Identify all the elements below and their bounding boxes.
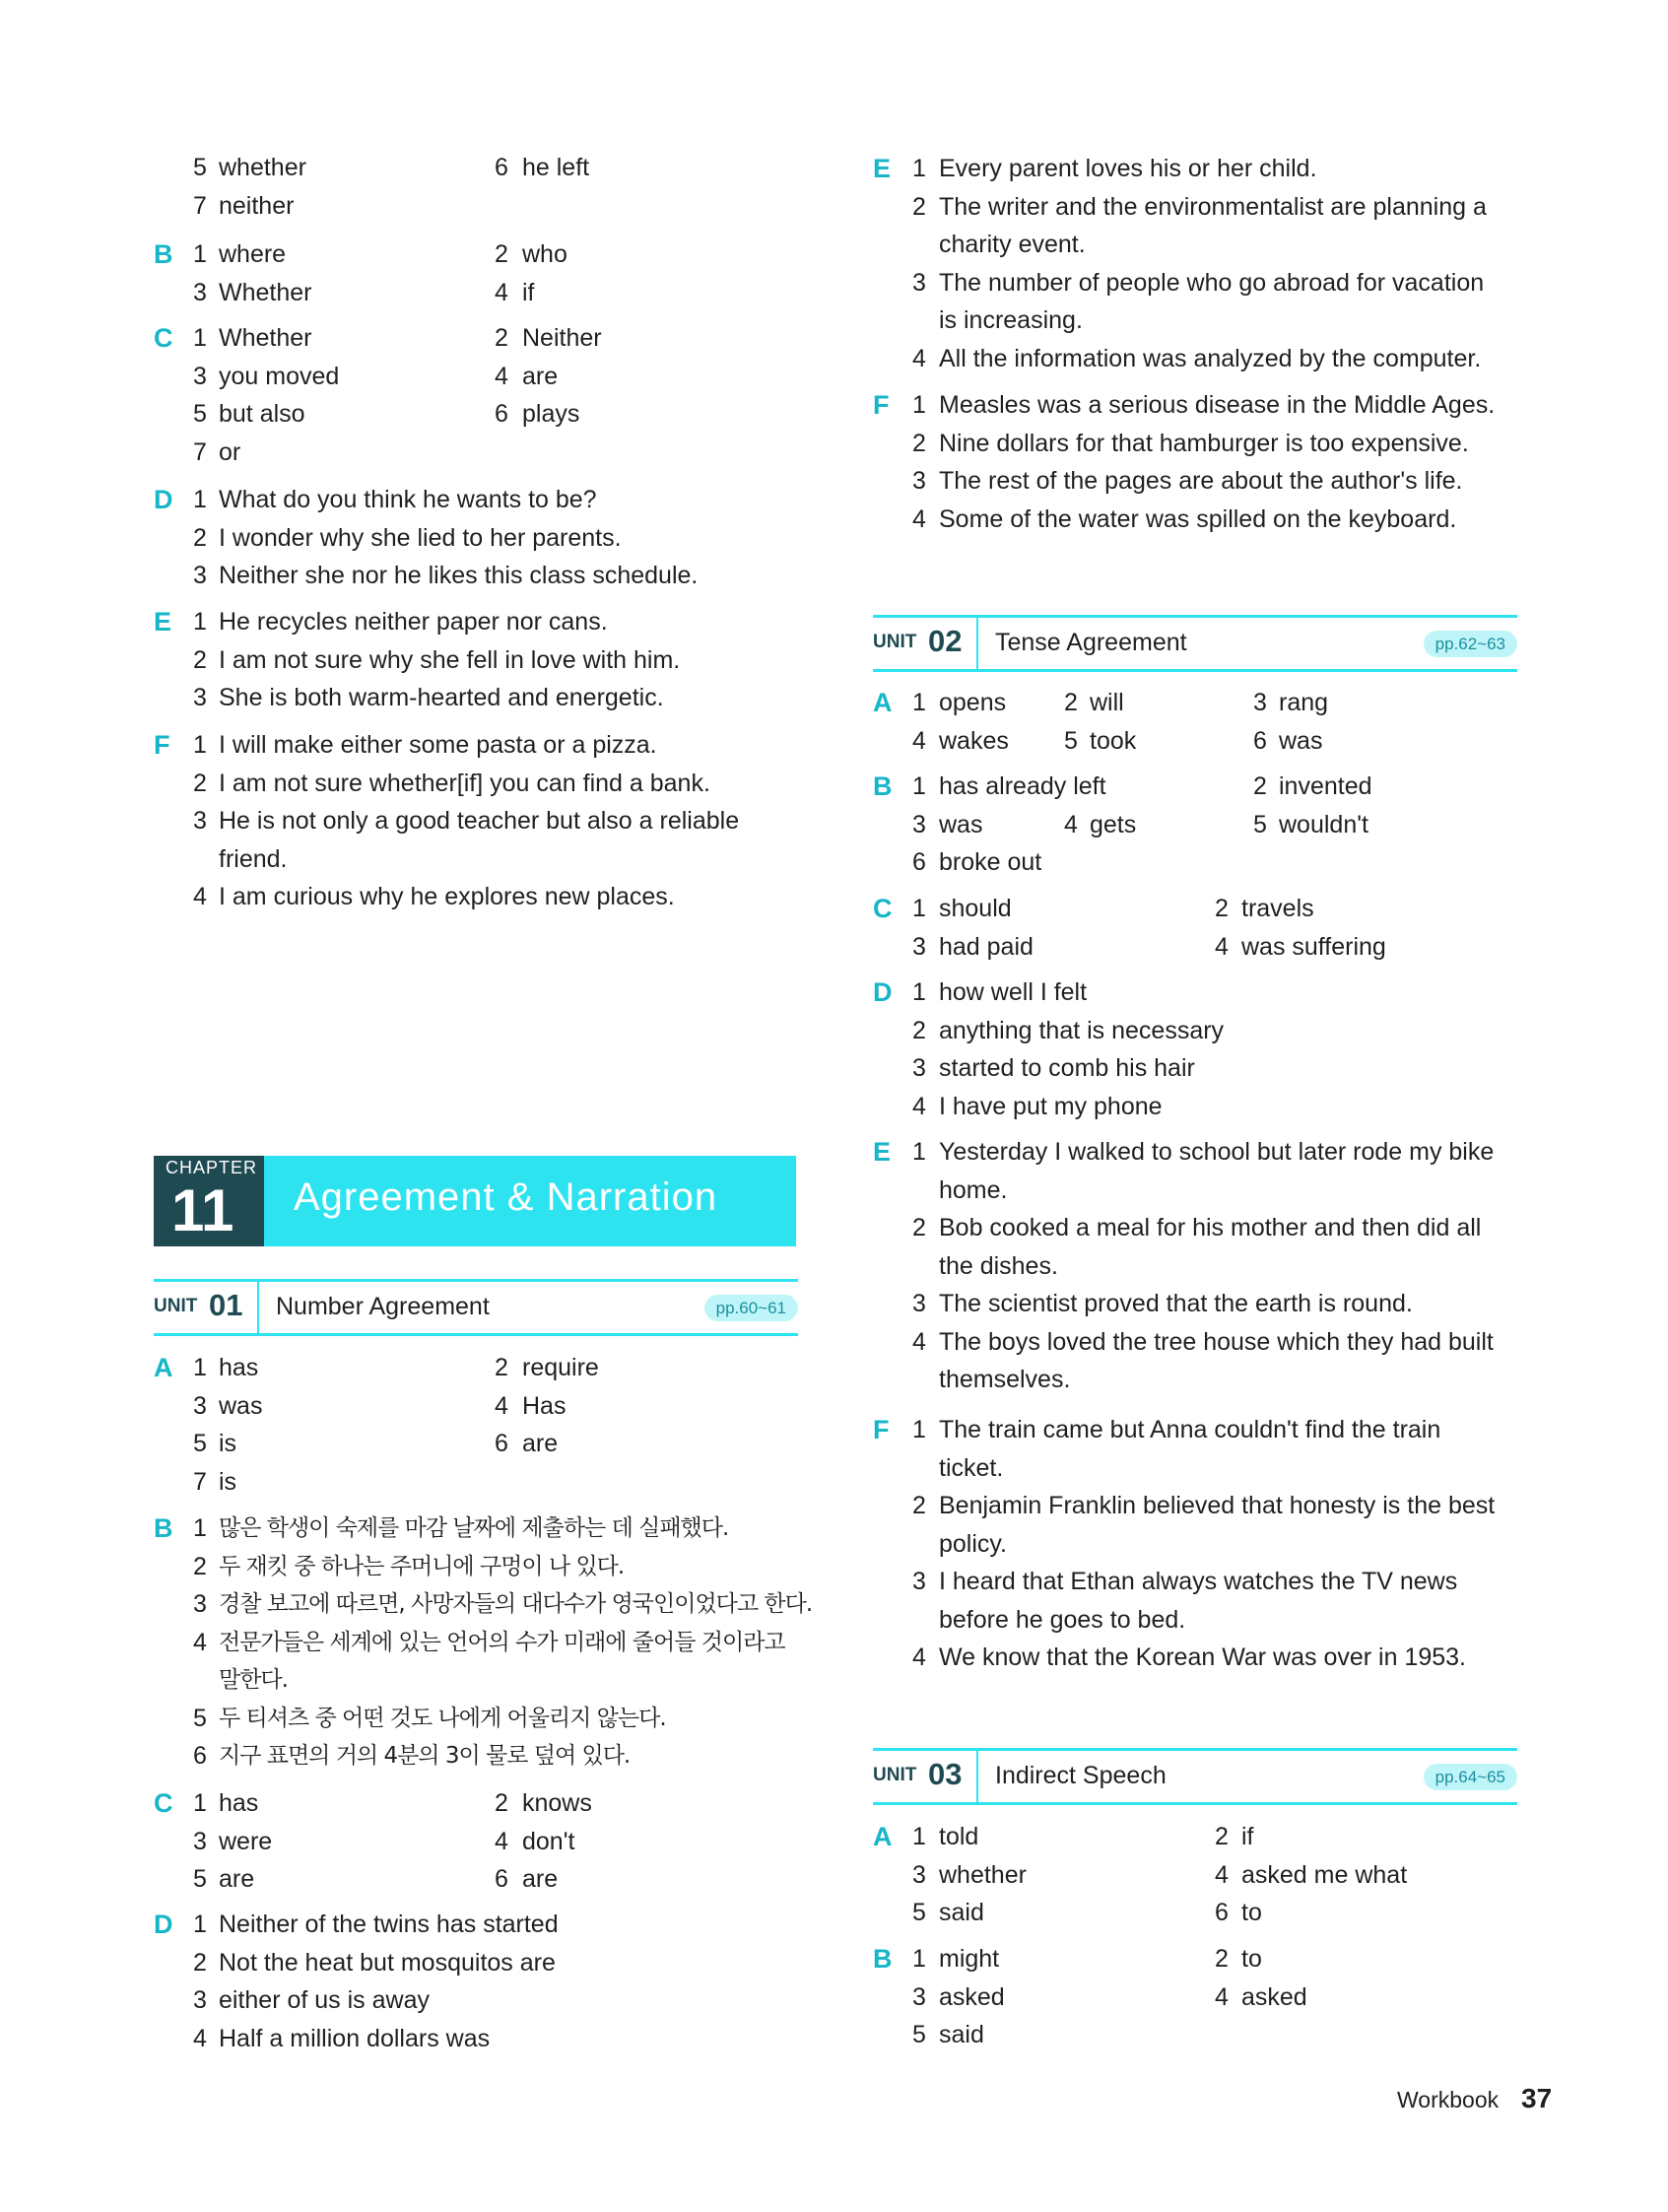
item-number: 5: [912, 1899, 926, 1926]
answer-text: whether: [219, 154, 306, 181]
item-number: 4: [495, 1391, 508, 1420]
answer-text: I am not sure whether[if] you can find a bank.: [219, 769, 710, 797]
item-number: 1: [912, 1416, 926, 1443]
answer-text: has: [219, 1789, 259, 1817]
item-number: 1: [912, 895, 926, 922]
answer-text: travels: [1241, 895, 1314, 922]
section-letter: F: [154, 730, 170, 760]
answer-text: Half a million dollars was: [219, 2024, 491, 2052]
item-number: 1: [193, 240, 207, 268]
answer-text: Some of the water was spilled on the keyboard.: [939, 504, 1457, 533]
item-number: 2: [1215, 1945, 1229, 1973]
item-number: 6: [495, 1865, 508, 1893]
section-letter: D: [154, 1910, 173, 1939]
answer-text: was: [1279, 726, 1323, 755]
unit-pages-badge: pp.64~65: [1424, 1764, 1517, 1790]
answer-text: if: [1241, 1823, 1254, 1850]
unit-number: 03: [928, 1757, 963, 1791]
item-number: 6: [193, 1742, 207, 1770]
item-number: 1: [912, 1138, 926, 1166]
answer-text: are: [522, 362, 559, 390]
item-number: 5: [1064, 726, 1078, 755]
answer-text: Neither of the twins has started: [219, 1910, 559, 1938]
item-number: 2: [912, 192, 926, 221]
unit-number: 01: [209, 1288, 243, 1322]
item-number: 3: [193, 1590, 207, 1618]
answer-text: friend.: [219, 844, 288, 873]
item-number: 4: [495, 278, 508, 306]
item-number: 4: [912, 344, 926, 372]
answer-text: knows: [522, 1789, 592, 1817]
answer-text: All the information was analyzed by the computer.: [939, 344, 1482, 372]
section-letter: E: [873, 1137, 892, 1167]
item-number: 4: [1215, 1860, 1229, 1889]
item-number: 3: [193, 1391, 207, 1420]
item-number: 1: [912, 689, 926, 716]
item-number: 3: [912, 1568, 926, 1595]
item-number: 7: [193, 191, 207, 220]
answer-text: you moved: [219, 362, 340, 390]
answer-text: The scientist proved that the earth is round.: [939, 1290, 1413, 1317]
answer-text: if: [522, 278, 535, 306]
item-number: 1: [193, 1514, 207, 1542]
unit-divider: [976, 1751, 978, 1802]
answer-text: neither: [219, 191, 295, 220]
item-number: 5: [193, 400, 207, 428]
item-number: 1: [912, 1823, 926, 1850]
answer-text: is: [219, 1467, 237, 1496]
item-number: 6: [1253, 726, 1267, 755]
answer-text: to: [1241, 1945, 1262, 1973]
item-number: 4: [1215, 1982, 1229, 2011]
item-number: 4: [193, 2024, 207, 2052]
item-number: 2: [193, 645, 207, 674]
item-number: 3: [1253, 689, 1267, 716]
section-letter: B: [154, 239, 173, 269]
answer-text: rang: [1279, 689, 1329, 716]
item-number: 3: [193, 684, 207, 711]
answer-text: 말한다.: [219, 1667, 288, 1693]
chapter-title: Agreement & Narration: [294, 1175, 718, 1219]
answer-text: The writer and the environmentalist are planning a: [939, 192, 1487, 221]
item-number: 4: [495, 362, 508, 390]
section-letter: B: [873, 1944, 893, 1974]
item-number: 1: [912, 155, 926, 182]
footer-label: Workbook: [1397, 2087, 1500, 2112]
item-number: 4: [912, 726, 926, 755]
answer-text: I wonder why she lied to her parents.: [219, 523, 622, 552]
unit-label: UNIT: [873, 632, 917, 652]
item-number: 2: [495, 324, 508, 352]
section-letter: C: [873, 894, 893, 923]
item-number: 5: [912, 2021, 926, 2048]
answer-text: 전문가들은 세계에 있는 언어의 수가 미래에 줄어들 것이라고: [219, 1629, 785, 1655]
answer-text: We know that the Korean War was over in 1953.: [939, 1643, 1466, 1671]
item-number: 4: [1215, 932, 1229, 961]
answer-text: I am curious why he explores new places.: [219, 883, 675, 910]
item-number: 7: [193, 437, 207, 466]
section-letter: A: [873, 688, 893, 717]
answer-text: 두 재킷 중 하나는 주머니에 구멍이 나 있다.: [219, 1553, 625, 1579]
answer-text: charity event.: [939, 231, 1086, 258]
answer-text: gets: [1090, 810, 1137, 838]
unit-02-header: [873, 615, 1517, 672]
item-number: 1: [193, 1354, 207, 1381]
answer-text: is increasing.: [939, 306, 1083, 334]
item-number: 6: [912, 848, 926, 876]
item-number: 3: [912, 1054, 926, 1082]
item-number: 1: [193, 324, 207, 352]
answer-text: I am not sure why she fell in love with him.: [219, 645, 681, 674]
item-number: 5: [193, 154, 207, 181]
answer-text: the dishes.: [939, 1251, 1058, 1280]
item-number: 3: [912, 810, 926, 838]
item-number: 2: [193, 1948, 207, 1977]
item-number: 4: [495, 1827, 508, 1855]
answer-text: Yesterday I walked to school but later rode my bike: [939, 1138, 1495, 1166]
item-number: 1: [193, 486, 207, 513]
answer-text: The train came but Anna couldn't find the train: [939, 1416, 1441, 1443]
answer-text: where: [219, 240, 287, 268]
unit-label: UNIT: [154, 1296, 198, 1316]
item-number: 3: [193, 1827, 207, 1855]
answer-text: how well I felt: [939, 978, 1088, 1006]
answer-text: opens: [939, 689, 1007, 716]
chapter-label: CHAPTER: [166, 1158, 258, 1177]
section-letter: C: [154, 1788, 173, 1818]
item-number: 2: [1253, 772, 1267, 800]
item-number: 1: [912, 1945, 926, 1973]
answer-text: What do you think he wants to be?: [219, 486, 597, 513]
answer-text: are: [219, 1865, 255, 1893]
page-number: 37: [1521, 2083, 1553, 2113]
answer-text: are: [522, 1865, 559, 1893]
item-number: 5: [193, 1865, 207, 1893]
item-number: 4: [193, 1628, 207, 1656]
answer-text: 많은 학생이 숙제를 마감 날짜에 제출하는 데 실패했다.: [219, 1515, 729, 1541]
answer-text: I have put my phone: [939, 1092, 1163, 1120]
answer-text: 지구 표면의 거의 4분의 3이 물로 덮여 있다.: [219, 1743, 631, 1769]
item-number: 3: [912, 932, 926, 961]
item-number: 4: [912, 1092, 926, 1120]
item-number: 2: [912, 429, 926, 457]
answer-text: asked: [939, 1982, 1005, 2011]
answer-text: are: [522, 1430, 559, 1457]
item-number: 4: [1064, 810, 1078, 838]
section-letter: D: [873, 977, 893, 1007]
answer-text: was suffering: [1241, 932, 1386, 961]
item-number: 2: [495, 1789, 508, 1817]
item-number: 3: [912, 268, 926, 297]
item-number: 2: [193, 769, 207, 797]
answer-text: I will make either some pasta or a pizza.: [219, 731, 657, 759]
answer-text: said: [939, 1899, 984, 1926]
item-number: 3: [912, 1290, 926, 1317]
answer-text: wakes: [939, 726, 1009, 755]
answer-text: Neither: [522, 324, 602, 352]
unit-label: UNIT: [873, 1765, 917, 1785]
item-number: 2: [495, 240, 508, 268]
section-letter: F: [873, 390, 890, 420]
item-number: 3: [193, 1986, 207, 2014]
item-number: 3: [193, 362, 207, 390]
item-number: 2: [1215, 895, 1229, 922]
unit-divider: [257, 1282, 259, 1333]
answer-text: told: [939, 1823, 979, 1850]
item-number: 6: [1215, 1899, 1229, 1926]
answer-text: 두 티셔츠 중 어떤 것도 나에게 어울리지 않는다.: [219, 1705, 666, 1731]
answer-text: Not the heat but mosquitos are: [219, 1948, 556, 1977]
answer-text: Whether: [219, 278, 312, 306]
answer-text: Nine dollars for that hamburger is too expensive.: [939, 429, 1469, 457]
answer-text: will: [1090, 689, 1124, 716]
item-number: 5: [1253, 810, 1267, 838]
unit-pages-badge: pp.62~63: [1424, 631, 1517, 657]
unit-03-header: [873, 1748, 1517, 1805]
item-number: 5: [193, 1704, 207, 1732]
answer-text: has already left: [939, 772, 1106, 800]
answer-text: The rest of the pages are about the author's life.: [939, 467, 1463, 495]
item-number: 3: [193, 278, 207, 306]
answer-text: Has: [522, 1391, 567, 1420]
item-number: 6: [495, 400, 508, 428]
item-number: 2: [1064, 689, 1078, 716]
chapter-number: 11: [171, 1177, 234, 1243]
answer-text: he left: [522, 154, 590, 181]
item-number: 1: [912, 391, 926, 419]
answer-text: plays: [522, 400, 580, 428]
item-number: 2: [912, 1016, 926, 1044]
answer-text: said: [939, 2021, 984, 2048]
section-letter: A: [873, 1822, 893, 1851]
item-number: 2: [193, 1552, 207, 1580]
answer-text: who: [522, 240, 567, 268]
item-number: 1: [193, 1910, 207, 1938]
answer-text: wouldn't: [1279, 810, 1368, 838]
answer-text: has: [219, 1354, 259, 1381]
item-number: 3: [912, 1982, 926, 2011]
section-letter: E: [873, 154, 892, 183]
item-number: 1: [193, 1789, 207, 1817]
item-number: 4: [912, 1643, 926, 1671]
answer-text: asked: [1241, 1982, 1307, 2011]
answer-text: Whether: [219, 324, 312, 352]
section-letter: C: [154, 323, 173, 353]
answer-text: Benjamin Franklin believed that honesty is the best: [939, 1492, 1496, 1519]
unit-01-header: [154, 1279, 798, 1336]
item-number: 3: [193, 807, 207, 835]
answer-text: was: [939, 810, 983, 838]
answer-text: ticket.: [939, 1453, 1004, 1482]
unit-title: Indirect Speech: [995, 1762, 1167, 1789]
item-number: 1: [193, 608, 207, 636]
answer-text: took: [1090, 726, 1137, 755]
answer-text: or: [219, 437, 241, 466]
answer-text: but also: [219, 400, 305, 428]
item-number: 2: [1215, 1823, 1229, 1850]
unit-number: 02: [928, 624, 963, 658]
answer-text: require: [522, 1354, 599, 1381]
answer-text: before he goes to bed.: [939, 1605, 1186, 1634]
answer-text: started to comb his hair: [939, 1054, 1195, 1082]
item-number: 6: [495, 1430, 508, 1457]
item-number: 3: [912, 1860, 926, 1889]
unit-divider: [976, 618, 978, 669]
answer-text: The number of people who go abroad for vacation: [939, 268, 1485, 297]
answer-text: 경찰 보고에 따르면, 사망자들의 대다수가 영국인이었다고 한다.: [219, 1591, 813, 1617]
answer-text: was: [219, 1391, 263, 1420]
item-number: 4: [193, 883, 207, 910]
answer-text: had paid: [939, 932, 1034, 961]
item-number: 3: [912, 467, 926, 495]
answer-text: were: [219, 1827, 273, 1855]
item-number: 2: [912, 1492, 926, 1519]
answer-text: She is both warm-hearted and energetic.: [219, 684, 664, 711]
item-number: 2: [193, 523, 207, 552]
section-letter: B: [154, 1513, 173, 1543]
answer-text: I heard that Ethan always watches the TV news: [939, 1568, 1458, 1595]
answer-text: invented: [1279, 772, 1372, 800]
answer-text: Bob cooked a meal for his mother and then did all: [939, 1214, 1482, 1241]
answer-text: whether: [939, 1860, 1027, 1889]
section-letter: A: [154, 1353, 173, 1382]
answer-text: home.: [939, 1175, 1008, 1204]
answer-text: Measles was a serious disease in the Middle Ages.: [939, 391, 1496, 419]
answer-text: asked me what: [1241, 1860, 1408, 1889]
answer-text: policy.: [939, 1529, 1008, 1558]
item-number: 6: [495, 154, 508, 181]
answer-text: He is not only a good teacher but also a reliable: [219, 807, 740, 835]
section-letter: F: [873, 1415, 890, 1444]
item-number: 2: [495, 1354, 508, 1381]
answer-text: anything that is necessary: [939, 1016, 1225, 1044]
answer-text: The boys loved the tree house which they had built: [939, 1327, 1494, 1356]
unit-pages-badge: pp.60~61: [704, 1295, 798, 1321]
section-letter: B: [873, 771, 893, 801]
section-letter: E: [154, 607, 172, 637]
answer-text: is: [219, 1430, 237, 1457]
chapter-number-box: [154, 1156, 264, 1246]
answer-text: should: [939, 895, 1012, 922]
item-number: 4: [912, 1327, 926, 1356]
answer-text: themselves.: [939, 1366, 1071, 1393]
section-letter: D: [154, 485, 173, 514]
answer-text: to: [1241, 1899, 1262, 1926]
answer-text: Every parent loves his or her child.: [939, 155, 1317, 182]
answer-text: broke out: [939, 848, 1042, 876]
answer-text: Neither she nor he likes this class schedule.: [219, 562, 699, 589]
answer-text: He recycles neither paper nor cans.: [219, 608, 608, 636]
answer-text: might: [939, 1945, 1000, 1973]
answer-text: don't: [522, 1827, 575, 1855]
item-number: 5: [193, 1430, 207, 1457]
item-number: 3: [193, 562, 207, 589]
answer-text: either of us is away: [219, 1986, 430, 2014]
item-number: 2: [912, 1214, 926, 1241]
unit-title: Tense Agreement: [995, 629, 1187, 656]
item-number: 1: [912, 772, 926, 800]
unit-title: Number Agreement: [276, 1293, 490, 1320]
item-number: 7: [193, 1467, 207, 1496]
item-number: 1: [193, 731, 207, 759]
item-number: 1: [912, 978, 926, 1006]
chapter-title-bar: [264, 1156, 796, 1246]
item-number: 4: [912, 504, 926, 533]
